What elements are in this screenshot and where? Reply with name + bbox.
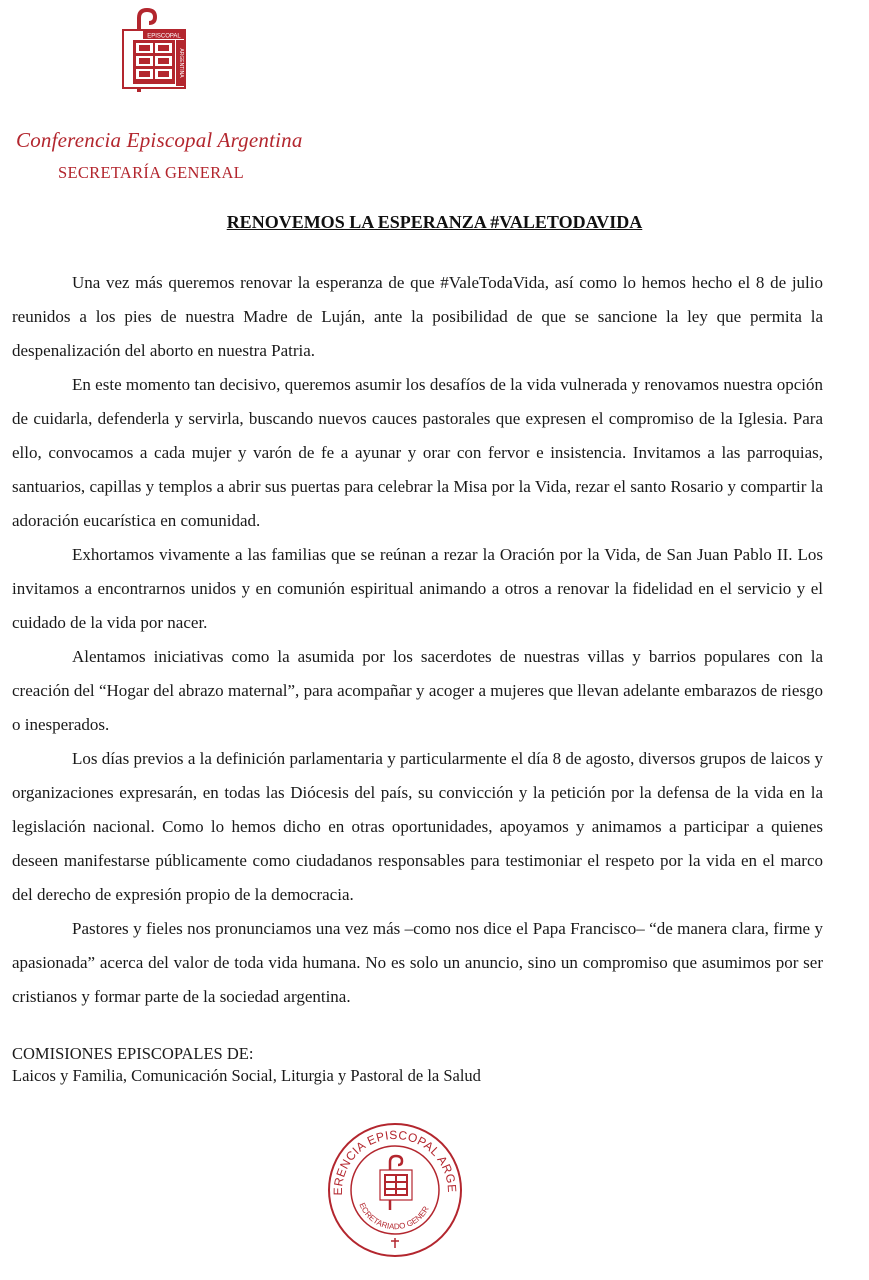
signature-heading: COMISIONES EPISCOPALES DE: [12,1044,254,1063]
paragraph: Los días previos a la definición parlamentaria y particularmente el día 8 de agosto, diversos grupos de laicos y organizaciones expresarán, en todas las Diócesis del país, su convicción y la petición por la defensa de la vida en la legislación nacional. Como lo hemos dicho en otras oportunidades, apoyamos y animamos a participar a quienes deseen manifestarse públicamente como ciudadanos responsables para testimoniar el respeto por la vida en el marco del derecho de expresión propio de la democracia. [12,749,823,904]
crozier-coat-of-arms-icon [109,8,195,98]
department-name: SECRETARÍA GENERAL [58,163,245,182]
paragraph: Exhortamos vivamente a las familias que se reúnan a rezar la Oración por la Vida, de San Juan Pablo II. Los invitamos a encontrarnos unidos y en comunión espiritual animando a otros a renovar la fidelidad en el servicio y el cuidado de la vida por nacer. [12,545,823,632]
organization-name: Conferencia Episcopal Argentina [16,128,303,152]
paragraph: Una vez más queremos renovar la esperanza de que #ValeTodaVida, así como lo hemos hecho el 8 de julio reunidos a los pies de nuestra Madre de Luján, ante la posibilidad de que se sancione la ley que permita la despenalización del aborto en nuestra Patria. [12,273,823,360]
official-seal-icon [320,1118,470,1260]
document-title: RENOVEMOS LA ESPERANZA #VALETODAVIDA [226,212,643,232]
signature-block [12,1043,481,1087]
paragraph: En este momento tan decisivo, queremos asumir los desafíos de la vida vulnerada y renovamos nuestra opción de cuidarla, defenderla y servirla, buscando nuevos cauces pastorales que expresen el compromiso de la Iglesia. Para ello, convocamos a cada mujer y varón de fe a ayunar y orar con fervor e insistencia. Invitamos a las parroquias, santuarios, capillas y templos a abrir sus puertas para celebrar la Misa por la Vida, rezar el santo Rosario y compartir la adoración eucarística en comunidad. [12,375,823,530]
paragraph: Alentamos iniciativas como la asumida por los sacerdotes de nuestras villas y barrios populares con la creación del “Hogar del abrazo maternal”, para acompañar y acoger a mujeres que llevan adelante embarazos de riesgo o inesperados. [12,647,823,734]
signature-commissions: Laicos y Familia, Comunicación Social, Liturgia y Pastoral de la Salud [12,1066,481,1085]
svg-text:EPISCOPAL: EPISCOPAL [147,33,181,40]
svg-text:SECRETARIADO GENERAL: ECRETARIADO GENER [357,1201,431,1232]
document-body [12,266,823,1014]
svg-text:CONFERENCIA EPISCOPAL ARGENTIN: ERENCIA EPISCOPAL ARGE [330,1127,460,1196]
paragraph: Pastores y fieles nos pronunciamos una vez más –como nos dice el Papa Francisco– “de manera clara, firme y apasionada” acerca del valor de toda vida humana. No es solo un anuncio, sino un compromiso que asumimos por ser cristianos y formar parte de la sociedad argentina. [12,919,823,1006]
svg-text:ARGENTINA: ARGENTINA [178,48,184,78]
